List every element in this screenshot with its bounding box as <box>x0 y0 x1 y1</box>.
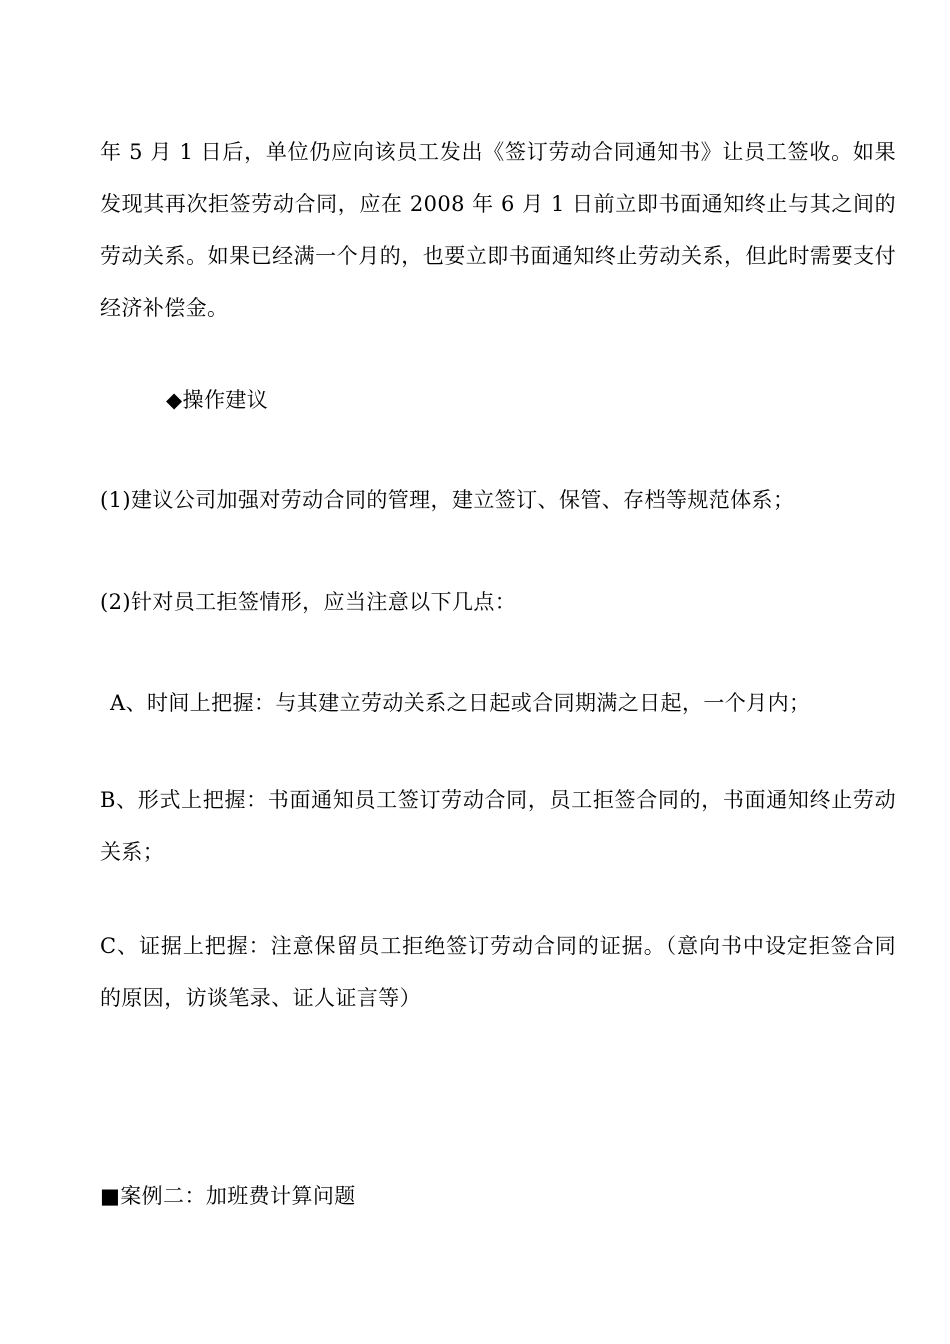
suggestion-item-1: (1)建议公司加强对劳动合同的管理，建立签订、保管、存档等规范体系； <box>100 488 795 512</box>
suggestion-item-2: (2)针对员工拒签情形，应当注意以下几点： <box>100 590 517 614</box>
suggestion-item-a: A、时间上把握：与其建立劳动关系之日起或合同期满之日起，一个月内； <box>110 691 811 715</box>
intro-paragraph: 年 5 月 1 日后，单位仍应向该员工发出《签订劳动合同通知书》让员工签收。如果发现其再次拒签劳动合同，应在 2008 年 6 月 1 日前立即书面通知终止与其之间的劳动关系。如果已经满一个月的，也要立即书面通知终止劳动关系，但此时需要支付经济补偿金。 <box>100 140 896 320</box>
suggestion-item-b: B、形式上把握：书面通知员工签订劳动合同，员工拒签合同的，书面通知终止劳动关系； <box>100 788 896 864</box>
suggestion-item-c: C、证据上把握：注意保留员工拒绝签订劳动合同的证据。（意向书中设定拒签合同的原因，访谈笔录、证人证言等） <box>100 934 896 1010</box>
case-two-heading: ■案例二：加班费计算问题 <box>100 1184 356 1208</box>
operation-suggestions-heading: ◆操作建议 <box>166 388 269 412</box>
